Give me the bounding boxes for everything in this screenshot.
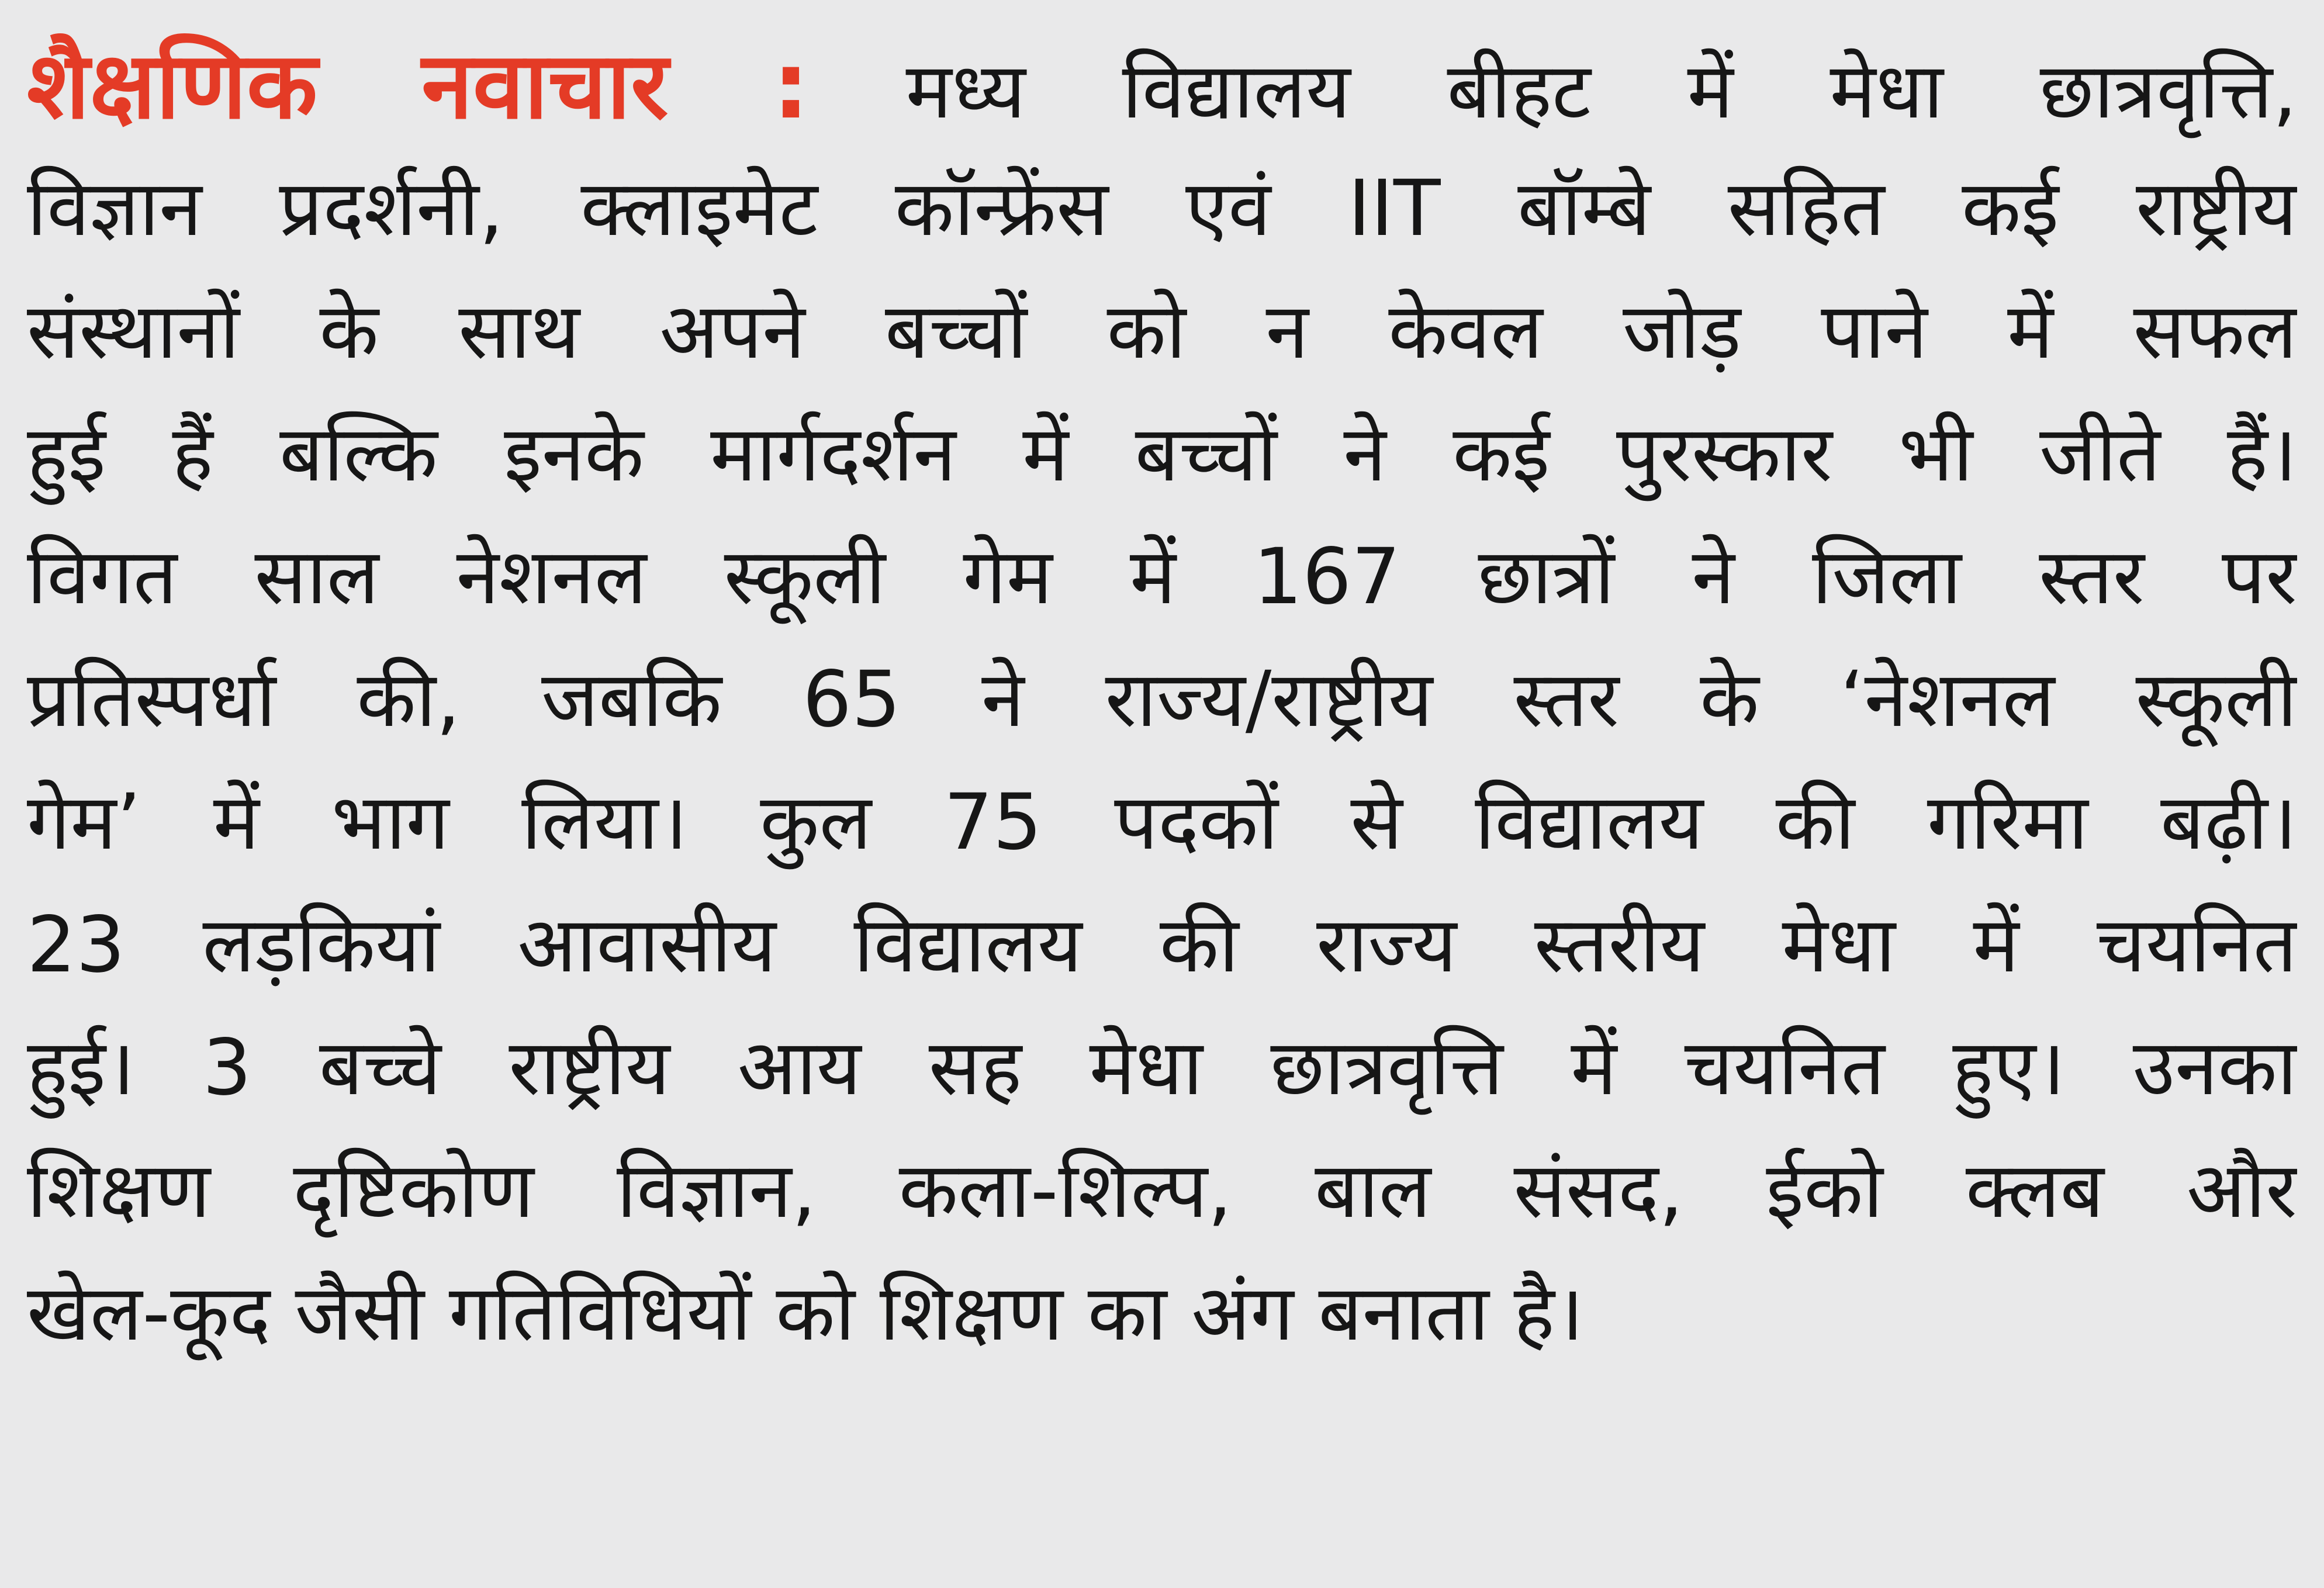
article-line-10: शिक्षण दृष्टिकोण विज्ञान, कला-शिल्प, बाल संसद, ईको क्लब और xyxy=(27,1146,2297,1236)
article-line-1-text: मध्य विद्यालय बीहट में मेधा छात्रवृत्ति, xyxy=(905,46,2297,136)
article-line-7: गेम’ में भाग लिया। कुल 75 पदकों से विद्यालय की गरिमा बढ़ी। xyxy=(27,777,2297,867)
article-line-4: हुई हैं बल्कि इनके मार्गदर्शन में बच्चों ने कई पुरस्कार भी जीते हैं। xyxy=(27,409,2297,499)
article-line-9: हुई। 3 बच्चे राष्ट्रीय आय सह मेधा छात्रवृत्ति में चयनित हुए। उनका xyxy=(27,1023,2297,1113)
article-paragraph xyxy=(27,25,2297,1375)
article-line-3: संस्थानों के साथ अपने बच्चों को न केवल जोड़ पाने में सफल xyxy=(27,286,2297,376)
article-line-2: विज्ञान प्रदर्शनी, क्लाइमेट कॉन्फ्रेंस एवं IIT बॉम्बे सहित कई राष्ट्रीय xyxy=(27,164,2297,254)
article-line-5: विगत साल नेशनल स्कूली गेम में 167 छात्रों ने जिला स्तर पर xyxy=(27,532,2297,622)
article-headline: शैक्षणिक नवाचार : xyxy=(27,32,810,140)
article-line-8: 23 लड़कियां आवासीय विद्यालय की राज्य स्तरीय मेधा में चयनित xyxy=(27,900,2297,990)
article-line-6: प्रतिस्पर्धा की, जबकि 65 ने राज्य/राष्ट्रीय स्तर के ‘नेशनल स्कूली xyxy=(27,655,2297,745)
article-line-1 xyxy=(27,25,2297,147)
article-line-11: खेल-कूद जैसी गतिविधियों को शिक्षण का अंग बनाता है। xyxy=(27,1268,1584,1358)
